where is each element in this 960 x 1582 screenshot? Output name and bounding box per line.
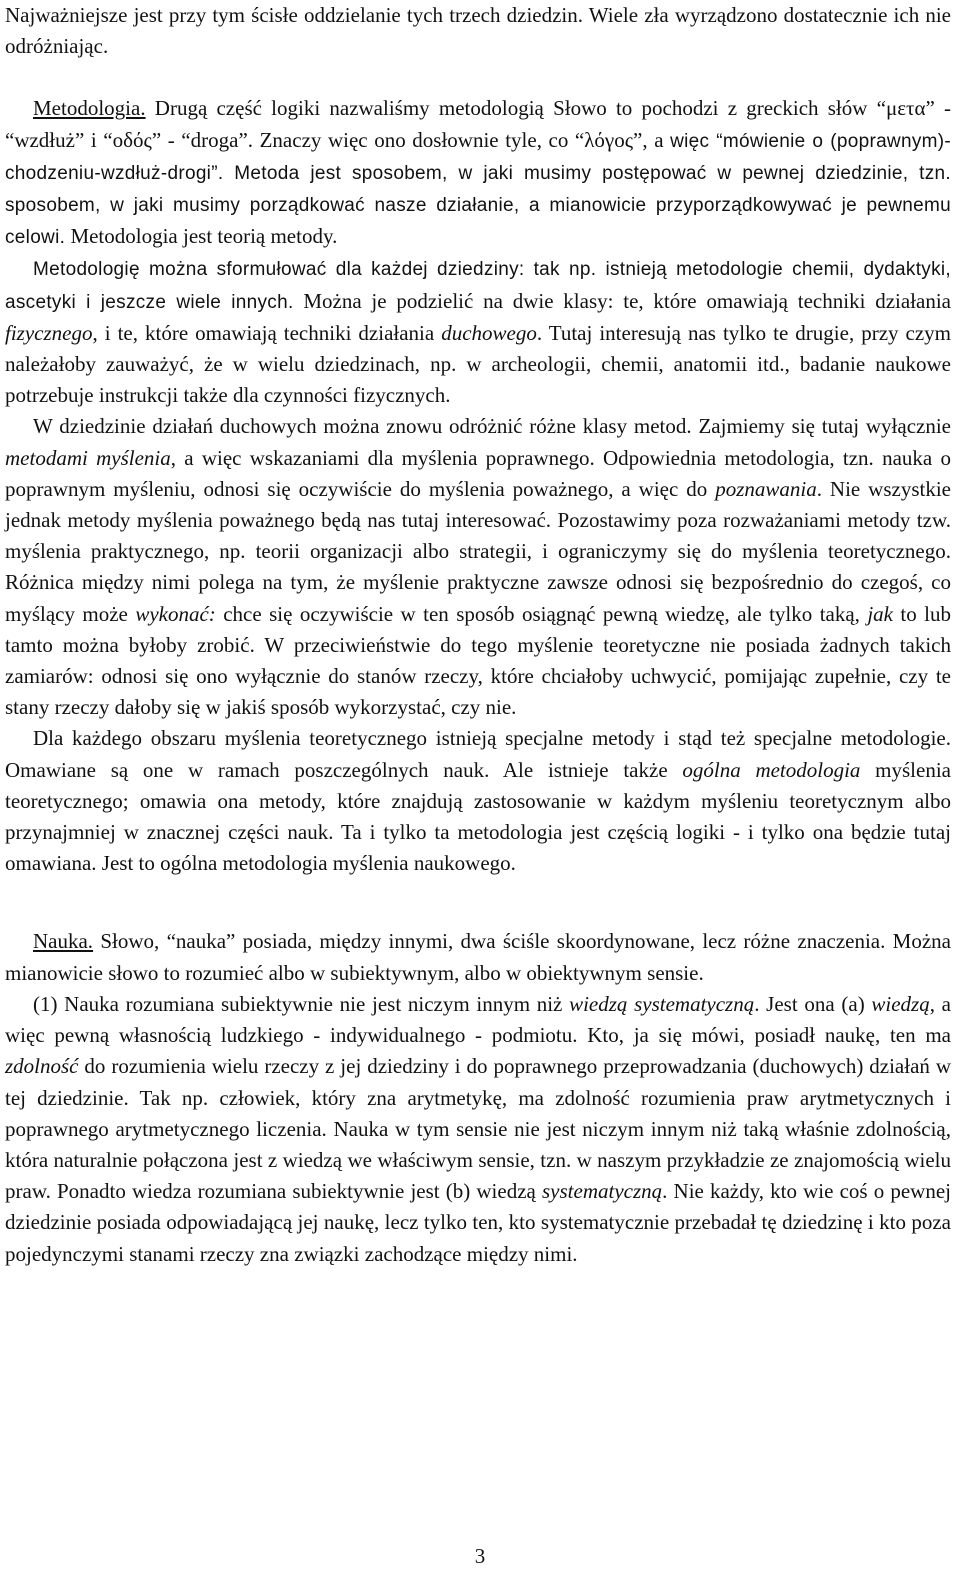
emphasis: poznawania [715, 476, 817, 501]
section-heading-metodologia: Metodologia. [33, 96, 146, 121]
text-run: to lub tamto można byłoby zrobić. W przeciwieństwie do tego myślenie teoretyczne nie posiada żadnych takich zamiarów: odnosi się ono wyłącznie do stanów rzeczy, które chciałoby uchwycić, pomijając zupełnie, czy te stany rzeczy dałoby się w jakiś sposób wykorzystać, czy nie. [5, 601, 952, 720]
text-run: Słowo, “nauka” posiada, między innymi, dwa ściśle skoordynowane, lecz różne znaczenia. Można mianowicie słowo to rozumieć albo w subiektywnym, albo w obiektywnym sensie. [5, 929, 951, 985]
text-run: . Jest ona (a) [754, 991, 872, 1016]
text-run: więc “mówienie o (poprawnym)-chodzeniu-wzdłuż-drogi”. Metoda jest sposobem, w jaki musimy postępować w pewnej dziedzinie, tzn. sposobem, w jaki musimy porządkować nasze działanie, a mianowicie przyporządkowywać je pewnemu celowi. [5, 130, 952, 249]
paragraph-dzialania-duchowe [5, 411, 951, 723]
text-run: (1) Nauka rozumiana subiektywnie nie jest niczym innym niż [33, 991, 570, 1016]
spacer [5, 62, 951, 93]
text-run: Można je podzielić na dwie klasy: te, które omawiają techniki działania [293, 288, 951, 313]
text-run: W dziedzinie działań duchowych można znowu odróżnić różne klasy metod. Zajmiemy się tutaj wyłącznie [33, 414, 951, 439]
text-run: chce się oczywiście w ten sposób osiągnąć pewną wiedzę, ale tylko taką, [215, 601, 868, 626]
paragraph-nauka [5, 926, 951, 988]
text-run: , i te, które omawiają techniki działania [92, 320, 442, 345]
text-run: , a więc pewną własnością ludzkiego - indywidualnego - podmiotu. Kto, ja się mówi, posiadł naukę, ten ma [5, 991, 951, 1048]
emphasis: systematyczną [542, 1179, 663, 1204]
emphasis: wiedzą systematyczną [569, 991, 755, 1016]
paragraph-intro: Najważniejsze jest przy tym ścisłe oddzielanie tych trzech dziedzin. Wiele zła wyrządzono dostatecznie ich nie odróżniając. [5, 3, 951, 59]
paragraph-ogolna-metodologia [5, 723, 951, 879]
text-run: do rozumienia wielu rzeczy z jej dziedziny i do poprawnego przeprowadzania (duchowych) działań w tej dziedzinie. Tak np. człowiek, który zna arytmetykę, ma zdolność rozumienia praw arytmetycznych i poprawnego arytmetycznego liczenia. Nauka w tym sensie nie jest niczym innym niż taką właśnie zdolnością, która naturalnie połączona jest z wiedzą we właściwym sensie, tzn. w naszym przykładzie ze znajomością wielu praw. Ponadto wiedza rozumiana subiektywnie jest (b) wiedzą [5, 1054, 951, 1204]
text-run: . Nie każdy, kto wie coś o pewnej dziedzinie posiada odpowiadającą jej naukę, lecz tylko ten, kto systematycznie przebadał tę dziedzinę i kto poza pojedynczymi stanami rzeczy zna związki zachodzące między nimi. [5, 1179, 951, 1266]
text-run: Dla każdego obszaru myślenia teoretycznego istnieją specjalne metody i stąd też specjalne metodologie. Omawiane są one w ramach poszczególnych nauk. Ale istnieje także [5, 726, 951, 782]
emphasis: fizycznego [5, 320, 93, 345]
text-run: Metodologia jest teorią metody. [65, 224, 338, 249]
emphasis: wykonać: [135, 601, 216, 626]
spacer [5, 879, 951, 926]
text-run: Drugą część logiki nazwaliśmy metodologią Słowo to pochodzi z greckich słów “μετα” - “wzdłuż” i “οδός” - “droga”. Znaczy więc ono dosłownie tyle, co “λόγος”, a [5, 96, 951, 152]
emphasis: metodami myślenia [5, 445, 171, 470]
section-heading-nauka: Nauka. [33, 929, 94, 954]
emphasis: zdolność [5, 1054, 79, 1079]
paragraph-nauka-subiektywna [5, 989, 951, 1270]
emphasis: wiedzą [871, 991, 930, 1016]
emphasis: jak [867, 601, 893, 626]
text-run: Metodologię można sformułować dla każdej dziedziny: tak np. istnieją metodologie chemii, dydaktyki, ascetyki i jeszcze wiele innych. [5, 259, 951, 313]
emphasis: duchowego [441, 320, 537, 345]
paragraph-metodologie-klasy [5, 253, 951, 411]
emphasis: ogólna metodologia [682, 757, 861, 782]
body-text [5, 0, 951, 1270]
text-run: . Tutaj interesują nas tylko te drugie, przy czym należałoby zauważyć, że w wielu dziedzinach, np. w archeologii, chemii, anatomii itd., badanie naukowe potrzebuje instrukcji także dla czynności fizycznych. [5, 320, 951, 408]
page-number: 3 [474, 1544, 486, 1568]
text-run: , a więc wskazaniami dla myślenia poprawnego. Odpowiednia metodologia, tzn. nauka o poprawnym myśleniu, odnosi się oczywiście do myślenia poważnego, a więc do [5, 445, 951, 501]
text-run: . Nie wszystkie jednak metody myślenia poważnego będą nas tutaj interesować. Pozostawimy poza rozważaniami metody tzw. myślenia praktycznego, np. teorii organizacji albo strategii, i ograniczymy się do myślenia teoretycznego. Różnica między nimi polega na tym, że myślenie praktyczne zawsze odnosi się bezpośrednio do czegoś, co myślący może [5, 476, 951, 626]
paragraph-metodologia [5, 93, 951, 253]
text-run: myślenia teoretycznego; omawia ona metody, które znajdują zastosowanie w każdym myśleniu teoretycznym albo przynajmniej w znacznej części nauk. Ta i tylko ta metodologia jest częścią logiki - i tylko ona będzie tutaj omawiana. Jest to ogólna metodologia myślenia naukowego. [5, 757, 951, 876]
